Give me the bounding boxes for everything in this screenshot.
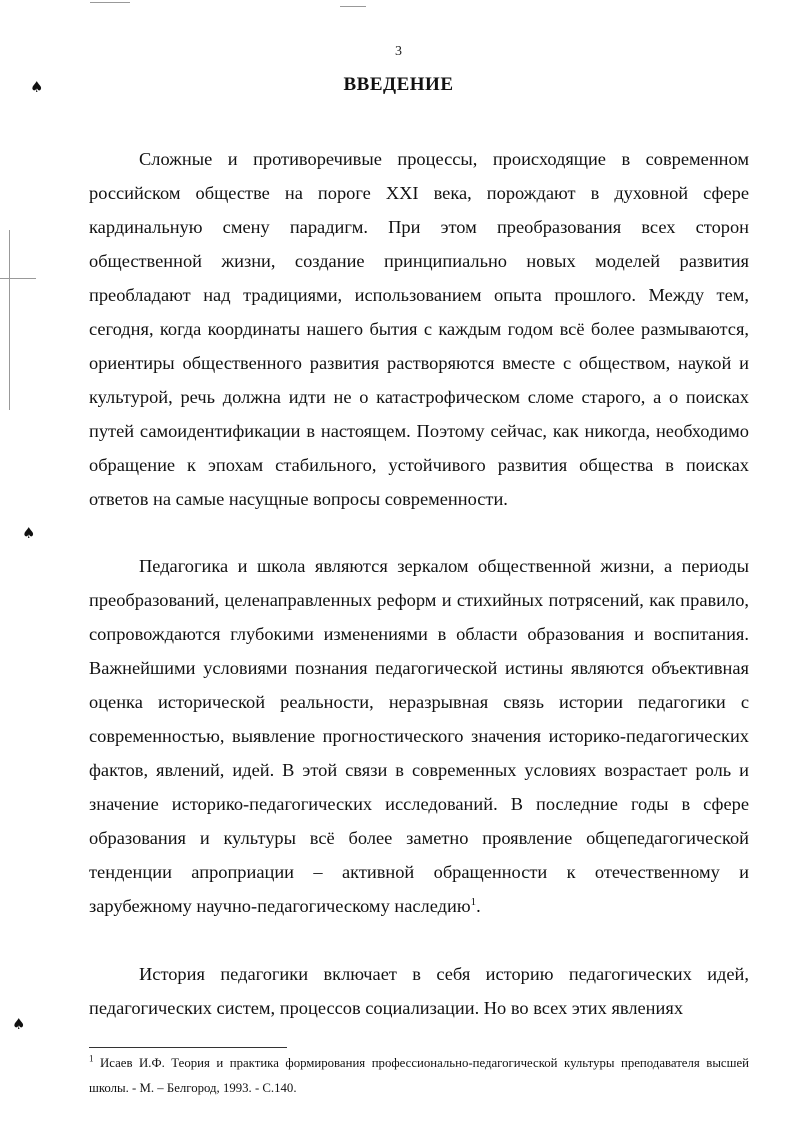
paragraph-3: История педагогики включает в себя историю педагогических идей, педагогических систем, процессов социализации. Но во всех этих явлениях xyxy=(89,964,749,1018)
top-scan-line-2 xyxy=(340,6,366,7)
footnote-marker: 1 xyxy=(89,1053,94,1064)
footnote-text: Исаев И.Ф. Теория и практика формирования профессионально-педагогической культуры преподавателя высшей школы. - М. – Белгород, 1993. - С.140. xyxy=(89,1056,749,1095)
paragraph-2-end: . xyxy=(476,896,481,916)
page-heading: ВВЕДЕНИЕ xyxy=(343,74,454,95)
paragraph-2 xyxy=(89,549,749,923)
margin-mark-1: ♠ xyxy=(30,78,44,96)
footnote-separator xyxy=(89,1047,287,1048)
margin-mark-3: ♠ xyxy=(12,1015,26,1033)
footnote xyxy=(89,1051,749,1101)
margin-mark-2: ♠ xyxy=(22,524,36,542)
top-scan-line xyxy=(90,2,130,3)
paragraph-2-text: Педагогика и школа являются зеркалом общественной жизни, а периоды преобразований, целенаправленных реформ и стихийных потрясений, как правило, сопровождаются глубокими изменениями в области образования и воспитания. Важнейшими условиями познания педагогической истины являются объективная оценка исторической реальности, неразрывная связь истории педагогики с современностью, выявление прогностического значения историко-педагогических фактов, явлений, идей. В этой связи в современных условиях возрастает роль и значение историко-педагогических исследований. В последние годы в сфере образования и культуры всё более заметно проявление общепедагогической тенденции апроприации – активной обращенности к отечественному и зарубежному научно-педагогическому наследию xyxy=(89,556,749,916)
page-number: 3 xyxy=(395,44,402,59)
margin-scan-tick xyxy=(0,278,36,279)
footnote-reference: 1 xyxy=(470,895,477,908)
paragraph-1: Сложные и противоречивые процессы, происходящие в современном российском обществе на пороге XXI века, порождают в духовной сфере кардинальную смену парадигм. При этом преобразования всех сторон общественной жизни, создание принципиально новых моделей развития преобладают над традициями, использованием опыта прошлого. Между тем, сегодня, когда координаты нашего бытия с каждым годом всё более размываются, ориентиры общественного развития растворяются вместе с обществом, наукой и культурой, речь должна идти не о катастрофическом сломе старого, а о поисках путей самоидентификации в настоящем. Поэтому сейчас, как никогда, необходимо обращение к эпохам стабильного, устойчивого развития общества в поисках ответов на самые насущные вопросы современности. xyxy=(89,149,749,509)
margin-scan-line xyxy=(9,230,10,410)
